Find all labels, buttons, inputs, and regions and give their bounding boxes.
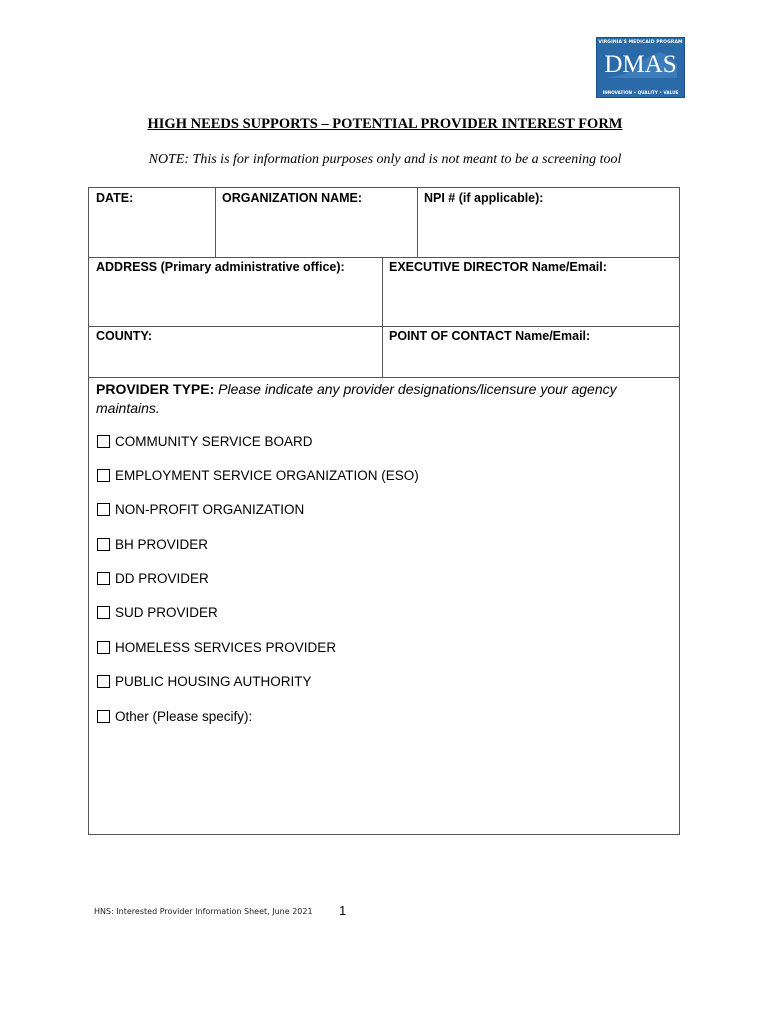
option-other[interactable]: [97, 709, 252, 724]
option-label: BH PROVIDER: [115, 537, 209, 552]
option-label: Other (Please specify):: [115, 709, 253, 724]
checkbox[interactable]: [97, 572, 110, 585]
option-label: COMMUNITY SERVICE BOARD: [115, 434, 313, 449]
logo-bottom-text: INNOVATION • QUALITY • VALUE: [602, 90, 679, 95]
executive-director-field[interactable]: EXECUTIVE DIRECTOR Name/Email:: [389, 260, 607, 274]
row-divider-3: [89, 377, 679, 378]
col-divider-3: [382, 257, 383, 377]
form-note: NOTE: This is for information purposes only and is not meant to be a screening tool: [148, 152, 622, 167]
option-sud-provider[interactable]: [97, 605, 218, 620]
option-community-service-board[interactable]: [97, 434, 313, 449]
option-label: DD PROVIDER: [115, 571, 209, 586]
logo-mark: DMAS: [604, 51, 677, 78]
checkbox[interactable]: [97, 641, 110, 654]
option-label: NON-PROFIT ORGANIZATION: [115, 502, 305, 517]
option-label: EMPLOYMENT SERVICE ORGANIZATION (ESO): [115, 468, 419, 483]
row-divider-1: [89, 257, 679, 258]
checkbox[interactable]: [97, 606, 110, 619]
option-public-housing-authority[interactable]: [97, 674, 312, 689]
option-non-profit-organization[interactable]: [97, 502, 304, 517]
provider-type-label: PROVIDER TYPE:: [96, 381, 215, 397]
date-field[interactable]: DATE:: [96, 191, 134, 205]
row-divider-2: [89, 326, 679, 327]
dmas-logo: [596, 37, 685, 98]
checkbox[interactable]: [97, 503, 110, 516]
organization-name-field[interactable]: ORGANIZATION NAME:: [222, 191, 363, 205]
npi-field[interactable]: NPI # (if applicable):: [424, 191, 544, 205]
option-employment-service-organization[interactable]: [97, 468, 419, 483]
option-label: HOMELESS SERVICES PROVIDER: [115, 640, 337, 655]
point-of-contact-field[interactable]: POINT OF CONTACT Name/Email:: [389, 329, 591, 343]
option-dd-provider[interactable]: [97, 571, 209, 586]
checkbox[interactable]: [97, 675, 110, 688]
checkbox[interactable]: [97, 710, 110, 723]
col-divider-2: [417, 188, 418, 257]
option-label: SUD PROVIDER: [115, 605, 218, 620]
form-title: HIGH NEEDS SUPPORTS – POTENTIAL PROVIDER INTEREST FORM: [147, 116, 623, 132]
checkbox[interactable]: [97, 538, 110, 551]
county-field[interactable]: COUNTY:: [96, 329, 153, 343]
checkbox[interactable]: [97, 435, 110, 448]
interest-form: [88, 187, 680, 835]
checkbox[interactable]: [97, 469, 110, 482]
footer-text: HNS: Interested Provider Information Sheet, June 2021: [94, 907, 313, 916]
option-homeless-services-provider[interactable]: [97, 640, 336, 655]
page-number: 1: [339, 903, 347, 918]
col-divider-1: [215, 188, 216, 257]
address-field[interactable]: ADDRESS (Primary administrative office):: [96, 260, 345, 274]
option-bh-provider[interactable]: [97, 537, 208, 552]
logo-top-text: VIRGINIA'S MEDICAID PROGRAM: [598, 40, 683, 45]
provider-type-heading: [96, 380, 671, 418]
provider-type-instruction: Please indicate any provider designations/licensure your agency maintains.: [96, 381, 617, 416]
option-label: PUBLIC HOUSING AUTHORITY: [115, 674, 312, 689]
